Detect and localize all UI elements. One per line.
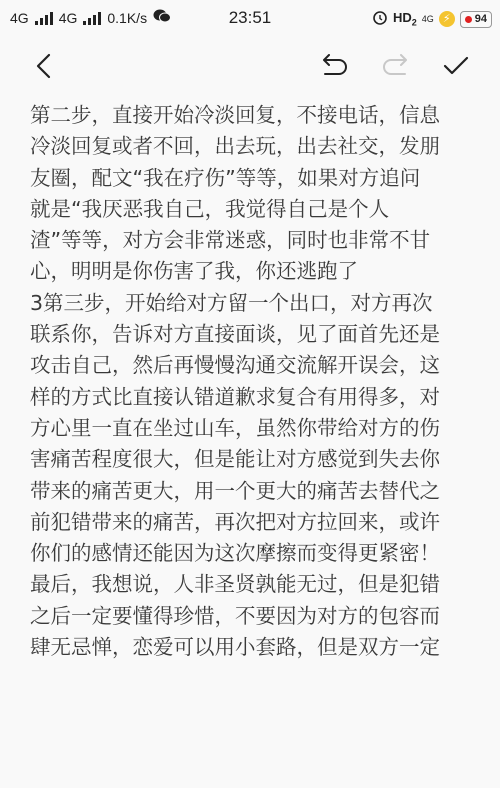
editor-toolbar — [0, 36, 500, 96]
redo-button[interactable] — [380, 50, 412, 82]
text-line: 前犯错带来的痛苦，再次把对方拉回来，或许 — [30, 509, 440, 534]
text-line: 心，明明是你伤害了我，你还逃跑了 — [30, 259, 358, 284]
text-line: 之后一定要懂得珍惜，不要因为对方的包容而 — [30, 603, 440, 628]
back-button[interactable] — [28, 50, 60, 82]
network-speed: 0.1K/s — [107, 10, 148, 26]
text-line: 渣”等等，对方会非常迷惑，同时也非常不甘 — [30, 228, 431, 253]
done-button[interactable] — [440, 50, 472, 82]
text-line: 冷淡回复或者不回，出去玩，出去社交，发朋 — [30, 134, 440, 159]
text-line: 样的方式比直接认错道歉求复合有用得多，对 — [30, 384, 440, 409]
note-body[interactable] — [30, 100, 476, 663]
text-line: 方心里一直在坐过山车，虽然你带给对方的伤 — [30, 415, 440, 440]
power-saving-icon: ⚡ — [439, 11, 455, 27]
undo-button[interactable] — [318, 50, 350, 82]
text-line: 第二步，直接开始冷淡回复，不接电话，信息 — [30, 103, 440, 127]
battery-indicator — [460, 11, 492, 28]
text-line: 害痛苦程度很大，但是能让对方感觉到失去你 — [30, 447, 440, 472]
status-bar — [0, 0, 500, 36]
alarm-icon — [372, 9, 388, 29]
network-type-2: 4G — [58, 10, 78, 26]
text-line: 你们的感情还能因为这次摩擦而变得更紧密！ — [30, 541, 440, 566]
text-line: 攻击自己，然后再慢慢沟通交流解开误会，这 — [30, 353, 440, 378]
hd-label: HD — [392, 10, 412, 26]
status-time: 23:51 — [228, 8, 272, 27]
network-type-small: 4G — [421, 14, 434, 24]
text-line: 带来的痛苦更大，用一个更大的痛苦去替代之 — [30, 478, 440, 503]
check-icon — [442, 54, 470, 78]
status-right — [372, 9, 492, 29]
record-dot-icon — [465, 16, 472, 23]
redo-icon — [381, 54, 411, 78]
text-line: 最后，我想说，人非圣贤孰能无过，但是犯错 — [30, 572, 440, 597]
chevron-left-icon — [34, 52, 54, 80]
text-line: 联系你，告诉对方直接面谈，见了面首先还是 — [30, 322, 440, 347]
text-line: 肆无忌惮，恋爱可以用小套路，但是双方一定 — [30, 635, 440, 660]
network-type-1: 4G — [10, 10, 29, 26]
hd-indicator — [393, 10, 417, 28]
text-line: 就是“我厌恶我自己，我觉得自己是个人 — [30, 196, 390, 221]
hd-sub: 2 — [411, 17, 417, 28]
battery-level: 94 — [474, 13, 487, 25]
undo-icon — [319, 54, 349, 78]
text-line: 3第三步，开始给对方留一个出口，对方再次 — [30, 290, 433, 315]
text-line: 友圈，配文“我在疗伤”等等，如果对方追问 — [30, 165, 421, 190]
